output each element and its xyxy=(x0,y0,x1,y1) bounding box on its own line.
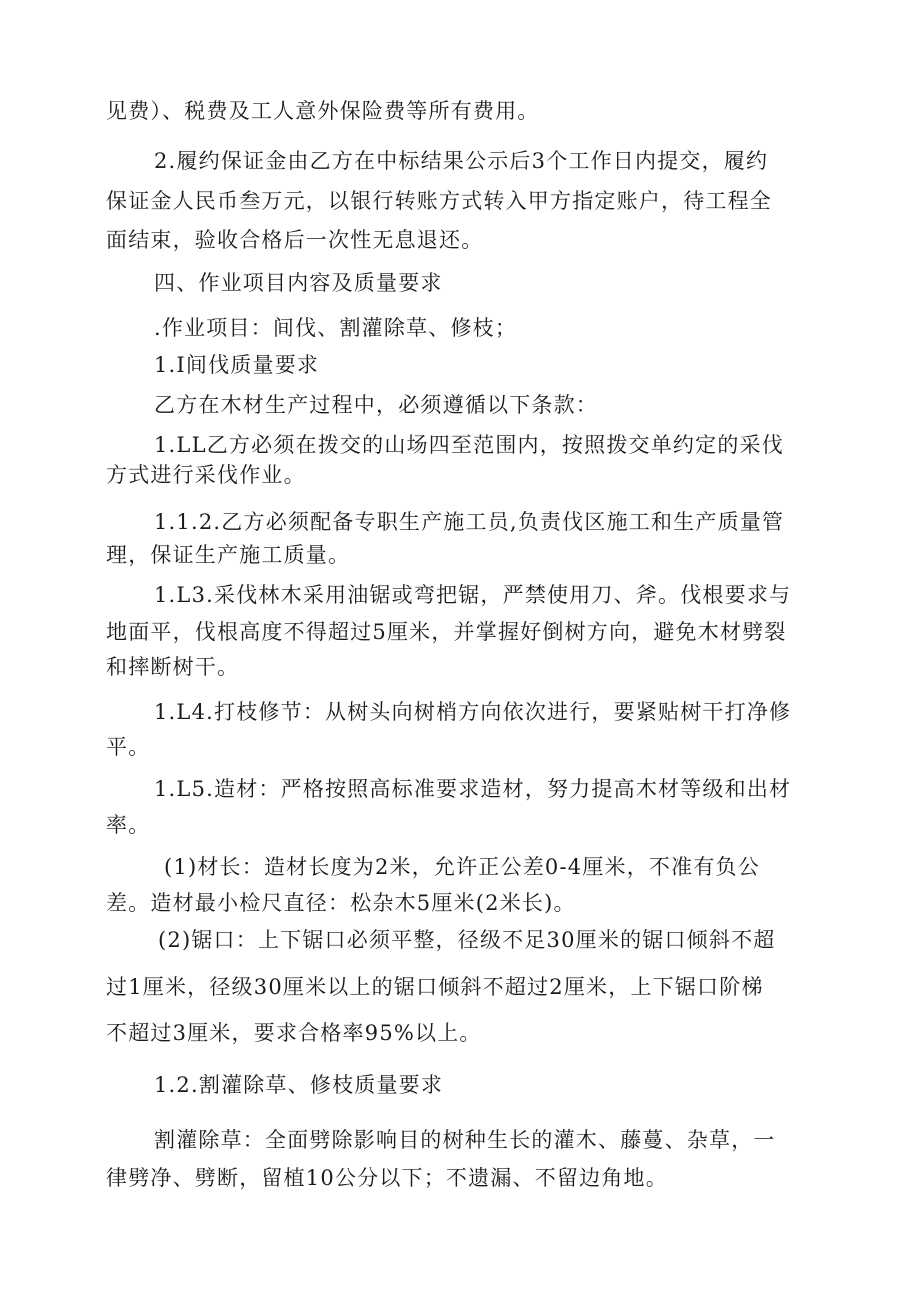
paragraph-line: 律劈净、劈断，留植10公分以下；不遗漏、不留边角地。 xyxy=(106,1166,668,1190)
paragraph-line: 乙方在木材生产过程中，必须遵循以下条款： xyxy=(154,393,598,417)
paragraph-line: 不超过3厘米，要求合格率95%以上。 xyxy=(106,1021,482,1045)
subsection-heading: 1.Ⅰ间伐质量要求 xyxy=(154,353,320,377)
paragraph-line: 差。造材最小检尺直径：松杂木5厘米(2米长)。 xyxy=(106,891,576,915)
paragraph-line: (1)材长：造材长度为2米，允许正公差0-4厘米，不准有负公 xyxy=(164,855,760,879)
paragraph-line: 平。 xyxy=(106,735,151,759)
paragraph-line: 面结束，验收合格后一次性无息退还。 xyxy=(106,228,484,252)
paragraph-line: 地面平，伐根高度不得超过5厘米，并掌握好倒树方向，避免木材劈裂 xyxy=(106,620,787,644)
paragraph-line: 1.LL乙方必须在拨交的山场四至范围内，按照拨交单约定的采伐 xyxy=(154,433,784,457)
paragraph-line: 方式进行采伐作业。 xyxy=(106,463,306,487)
paragraph-line: 理，保证生产施工质量。 xyxy=(106,543,351,567)
paragraph-line: .作业项目：间伐、割灌除草、修枝； xyxy=(154,316,518,340)
paragraph-line: 1.L4.打枝修节：从树头向树梢方向依次进行，要紧贴树干打净修 xyxy=(154,700,792,724)
paragraph-line: 保证金人民币叁万元，以银行转账方式转入甲方指定账户，待工程全 xyxy=(106,189,772,213)
section-heading: 四、作业项目内容及质量要求 xyxy=(154,271,443,295)
paragraph-line: 率。 xyxy=(106,813,151,837)
paragraph-line: 和摔断树干。 xyxy=(106,655,240,679)
paragraph-line: (2)锯口：上下锯口必须平整，径级不足30厘米的锯口倾斜不超 xyxy=(158,928,776,952)
paragraph-line: 割灌除草：全面劈除影响目的树种生长的灌木、藤蔓、杂草，一 xyxy=(154,1128,776,1152)
paragraph-line: 1.L3.采伐林木采用油锯或弯把锯，严禁使用刀、斧。伐根要求与 xyxy=(154,583,792,607)
paragraph-line: 1.L5.造材：严格按照高标准要求造材，努力提高木材等级和出材 xyxy=(154,777,792,801)
paragraph-line: 2.履约保证金由乙方在中标结果公示后3个工作日内提交，履约 xyxy=(154,149,769,173)
paragraph-line: 1.1.2.乙方必须配备专职生产施工员,负责伐区施工和生产质量管 xyxy=(154,510,785,534)
subsection-heading: 1.2.割灌除草、修枝质量要求 xyxy=(154,1073,444,1097)
paragraph-line: 见费）、税费及工人意外保险费等所有费用。 xyxy=(106,99,540,123)
paragraph-line: 过1厘米，径级30厘米以上的锯口倾斜不超过2厘米，上下锯口阶梯 xyxy=(106,975,764,999)
